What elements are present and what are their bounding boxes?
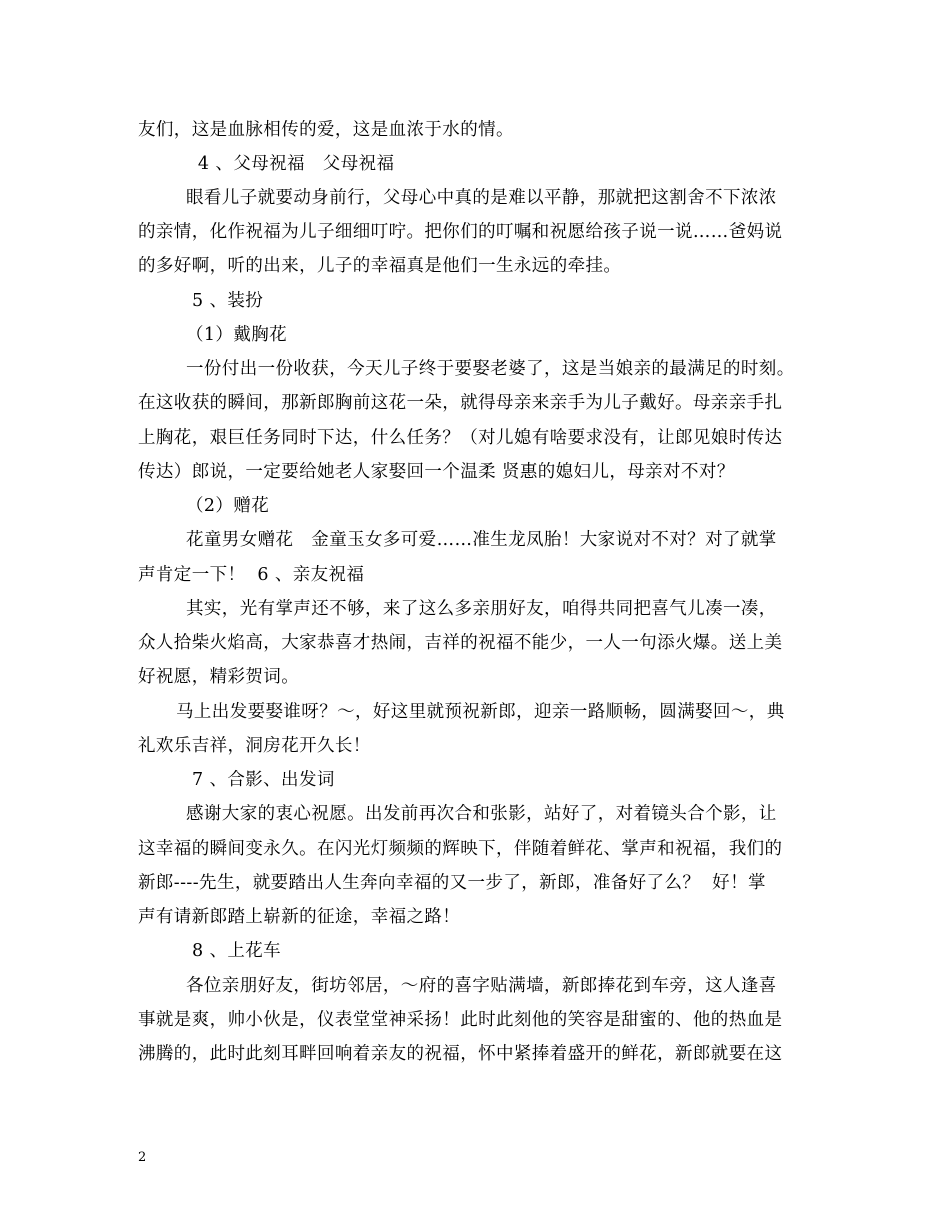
subsection-heading: （1）戴胸花 [186,325,288,345]
body-line: 眼看儿子就要动身前行，父母心中真的是难以平静，那就把这割舍不下浓浓 [186,188,777,208]
body-line: 礼欢乐吉祥，洞房花开久长！ [138,736,371,756]
body-line: 上胸花，艰巨任务同时下达，什么任务？（对儿媳有啥要求没有，让郎见娘时传达 [138,428,783,448]
section-heading: 8 、上花车 [186,941,282,961]
body-line: 的亲情，化作祝福为儿子细细叮咛。把你们的叮嘱和祝愿给孩子说一说……爸妈说 [138,222,783,242]
section-heading: 5 、装扮 [186,291,264,311]
body-line: 各位亲朋好友，街坊邻居，～府的喜字贴满墙，新郎捧花到车旁，这人逢喜 [186,976,777,996]
body-line: 众人拾柴火焰高，大家恭喜才热闹，吉祥的祝福不能少，一人一句添火爆。送上美 [138,633,783,653]
body-line: 沸腾的，此时此刻耳畔回响着亲友的祝福，怀中紧捧着盛开的鲜花，新郎就要在这 [138,1044,783,1064]
body-line: 友们，这是血脉相传的爱，这是血浓于水的情。 [138,120,514,140]
body-line: 事就是爽，帅小伙是，仪表堂堂神采扬！此时此刻他的笑容是甜蜜的、他的热血是 [138,1010,783,1030]
body-line: 马上出发要娶谁呀？～，好这里就预祝新郎，迎亲一路顺畅，圆满娶回～，典 [176,702,785,722]
body-line: 好祝愿，精彩贺词。 [138,667,300,687]
section-heading: 4 、父母祝福 父母祝福 [186,154,395,174]
body-line: 一份付出一份收获，今天儿子终于要娶老婆了，这是当娘亲的最满足的时刻。 [186,359,795,379]
body-line: 传达）郎说，一定要给她老人家娶回一个温柔 贤惠的媳妇儿，母亲对不对？ [138,462,735,482]
body-line: 这幸福的瞬间变永久。在闪光灯频频的辉映下，伴随着鲜花、掌声和祝福，我们的 [138,839,783,859]
body-line: 其实，光有掌声还不够，来了这么多亲朋好友，咱得共同把喜气儿凑一凑， [186,599,777,619]
body-line: 在这收获的瞬间，那新郎胸前这花一朵，就得母亲来亲手为儿子戴好。母亲亲手扎 [138,393,783,413]
body-line: 声有请新郎踏上崭新的征途，幸福之路！ [138,907,461,927]
subsection-heading: （2）赠花 [186,496,270,516]
body-line: 感谢大家的衷心祝愿。出发前再次合和张影，站好了，对着镜头合个影，让 [186,804,777,824]
section-heading: 7 、合影、出发词 [186,770,335,790]
body-line: 的多好啊，听的出来，儿子的幸福真是他们一生永远的牵挂。 [138,256,622,276]
page-number: 2 [138,1150,147,1165]
body-line: 新郎----先生，就要踏出人生奔向幸福的又一步了，新郎，准备好了么？ 好！掌 [138,873,766,893]
body-line: 声肯定一下！ 6 、亲友祝福 [138,565,365,585]
body-line: 花童男女赠花 金童玉女多可爱……准生龙凤胎！大家说对不对？对了就掌 [186,530,777,550]
